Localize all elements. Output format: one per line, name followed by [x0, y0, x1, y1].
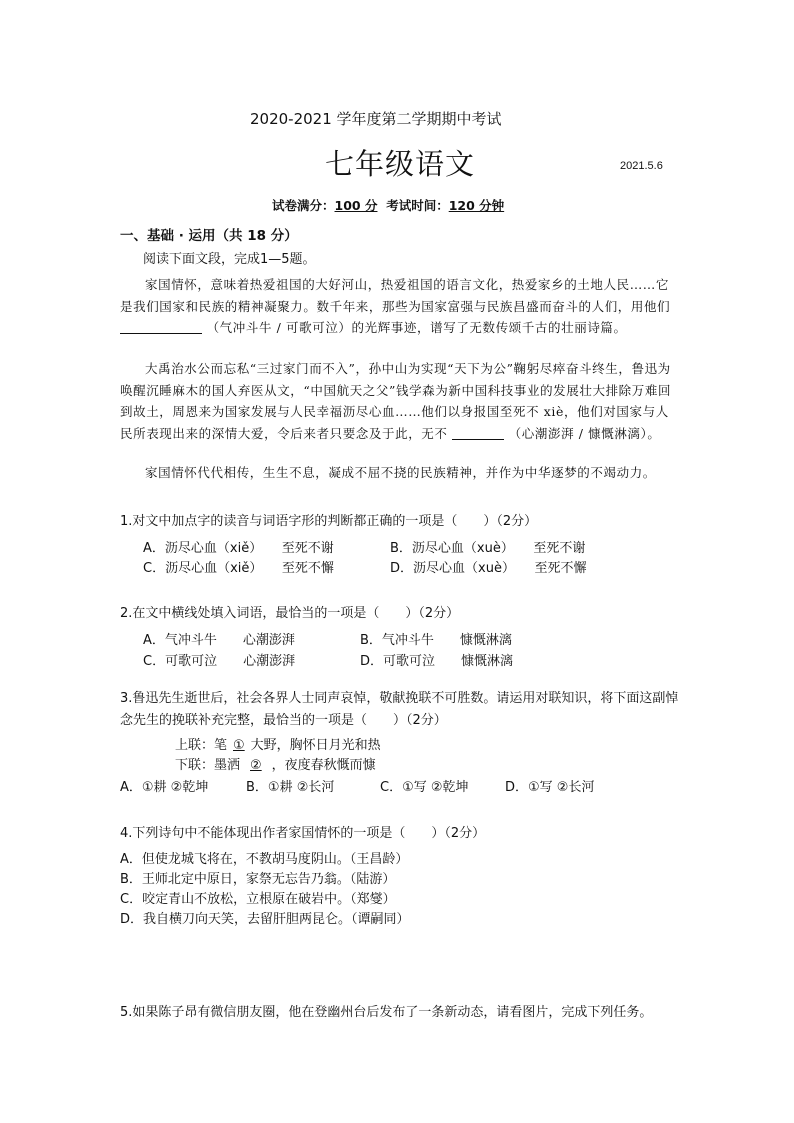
fill-blank: [452, 425, 504, 440]
exam-date: 2021.5.6: [620, 160, 663, 172]
q4-option-d: D．我自横刀向天笑，去留肝胆两昆仑。（谭嗣同）: [120, 912, 410, 927]
passage-text: （心潮澎湃 / 慷慨淋漓）。: [508, 425, 661, 441]
q2-option-a: A．气冲斗牛 心潮澎湃: [143, 633, 295, 648]
q2-option-d: D．可歌可泣 慷慨淋漓: [360, 654, 514, 669]
q2-option-b: B．气冲斗牛 慷慨淋漓: [360, 633, 512, 648]
section-intro: 阅读下面文段，完成1—5题。: [143, 252, 316, 267]
q3-option-a: A．①耕 ②乾坤: [120, 780, 209, 795]
q3-option-d: D．①写 ②长河: [505, 780, 595, 795]
q1-option-c: C．沥尽心血（xiě） 至死不懈: [143, 561, 334, 576]
couplet-upper-text: 大野，胸怀日月光和热: [250, 738, 381, 753]
fill-blank: [120, 319, 202, 334]
time-label: 考试时间：: [386, 198, 449, 213]
q1-option-b: B．沥尽心血（xuè） 至死不谢: [390, 541, 586, 556]
full-score-value: 100 分: [334, 198, 378, 213]
q3-option-b: B．①耕 ②长河: [246, 780, 335, 795]
subject-title: 七年级语文: [325, 147, 476, 181]
passage-paragraph-3: 家国情怀代代相传，生生不息，凝成不屈不挠的民族精神，并作为中华逐梦的不竭动力。: [145, 465, 656, 480]
time-value: 120 分钟: [448, 198, 505, 213]
question-1-stem: 1.对文中加点字的读音与词语字形的判断都正确的一项是（ ）（2分）: [120, 514, 538, 529]
q1-option-a: A．沥尽心血（xiě） 至死不谢: [143, 541, 334, 556]
passage-text: （气冲斗牛 / 可歌可泣）的光辉事迹，谱写了无数传颂千古的壮丽诗篇。: [206, 320, 627, 335]
question-5-stem: 5.如果陈子昂有微信朋友圈，他在登幽州台后发布了一条新动态，请看图片，完成下列任务。: [120, 1005, 653, 1020]
section-heading: 一、基础 · 运用（共 18 分）: [120, 228, 298, 244]
couplet-lower-text: ，夜度春秋慨而慷: [271, 758, 376, 773]
q3-option-c: C．①写 ②乾坤: [380, 780, 469, 795]
q2-option-c: C．可歌可泣 心潮澎湃: [143, 654, 296, 669]
passage-paragraph-1: [120, 274, 680, 339]
exam-meta: [272, 196, 504, 214]
couplet-upper-label: 上联：笔: [175, 738, 228, 753]
q4-option-b: B．王师北定中原日，家祭无忘告乃翁。（陆游）: [120, 872, 396, 887]
q4-option-a: A．但使龙城飞将在，不教胡马度阴山。（王昌龄）: [120, 852, 409, 867]
couplet-blank-1: ①: [233, 738, 245, 753]
passage-text: 大禹治水公而忘私“三过家门而不入”，孙中山为实现“天下为公”鞠躬尽瘁奋斗终生，鲁迅为唤醒沉睡麻木的国人弃医从文，“中国航天之父”钱学森为新中国科技事业的发展壮大排除万难回到故土，周恩来为国家发展与人民幸福沥尽心血……他们以身报国至死不 xiè，他们对国家与人民所表现出来的深情大爱，令后来者只要念及于此，无不: [120, 361, 672, 441]
exam-title: 2020-2021 学年度第二学期期中考试: [250, 110, 502, 128]
question-3-stem: 3.鲁迅先生逝世后，社会各界人士同声哀悼，敬献挽联不可胜数。请运用对联知识，将下面这副悼念先生的挽联补充完整，最恰当的一项是（ ）（2分）: [120, 691, 679, 728]
couplet-upper: [175, 734, 381, 753]
passage-paragraph-2: [120, 358, 680, 444]
question-4-stem: 4.下列诗句中不能体现出作者家国情怀的一项是（ ）（2分）: [120, 826, 486, 841]
q4-option-c: C．咬定青山不放松，立根原在破岩中。（郑燮）: [120, 892, 396, 907]
passage-text: 家国情怀，意味着热爱祖国的大好河山，热爱祖国的语言文化，热爱家乡的土地人民……它是我们国家和民族的精神凝聚力。数千年来，那些为国家富强与民族昌盛而奋斗的人们，用他们: [120, 277, 671, 314]
couplet-lower: [175, 754, 376, 773]
q1-option-d: D．沥尽心血（xuè） 至死不懈: [390, 561, 587, 576]
question-2-stem: 2.在文中横线处填入词语，最恰当的一项是（ ）（2分）: [120, 606, 460, 621]
couplet-lower-label: 下联：墨洒: [175, 758, 241, 773]
full-score-label: 试卷满分：: [272, 198, 335, 213]
couplet-blank-2: ②: [250, 758, 262, 773]
